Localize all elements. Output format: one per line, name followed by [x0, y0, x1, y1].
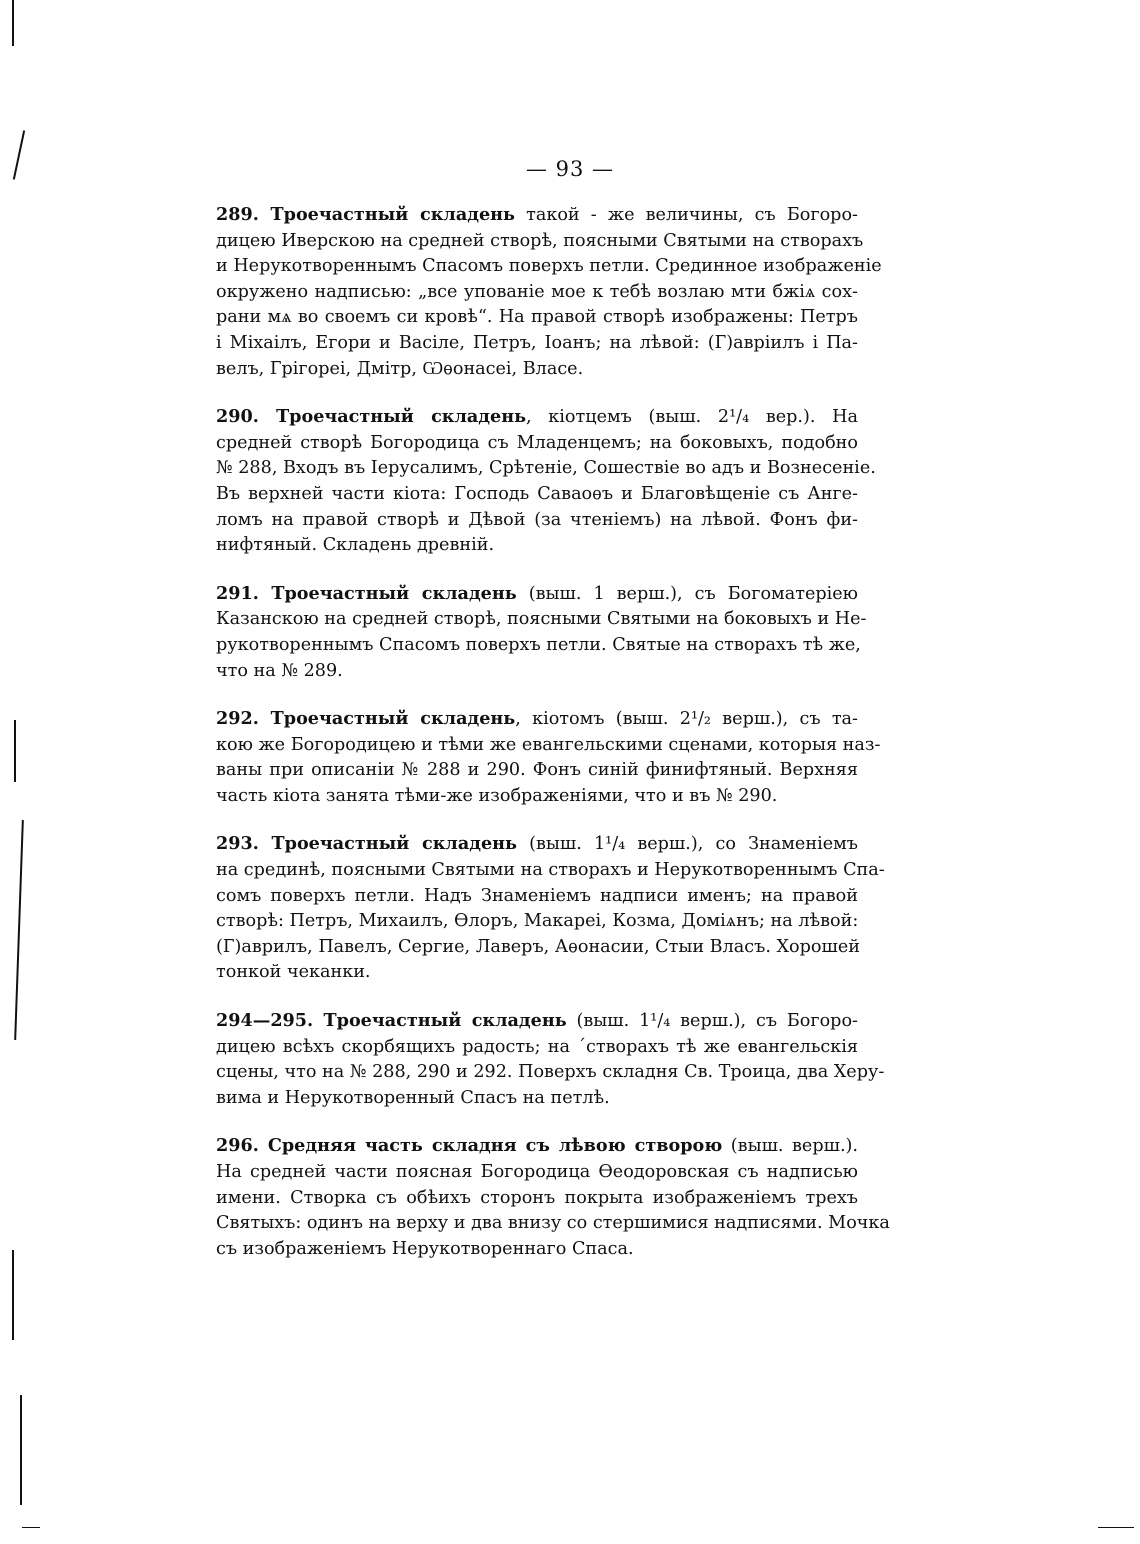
- entry-line: нифтяный. Складень древній.: [216, 535, 495, 556]
- entry-line: рани мѧ во своемъ си кровѣ“. На правой створѣ изображены: Петръ: [216, 307, 858, 328]
- catalog-entry: [216, 404, 876, 559]
- scan-edge-mark: [14, 720, 16, 782]
- entry-line: на срединѣ, поясными Святыми на створахъ и Нерукотвореннымъ Спа-: [216, 860, 885, 881]
- scan-edge-mark: [12, 1250, 14, 1340]
- entry-number: 292: [216, 708, 253, 730]
- entry-line: (Г)аврилъ, Павелъ, Сергие, Лаверъ, Аѳонасии, Стыи Власъ. Хорошей: [216, 936, 860, 957]
- scan-edge-mark: [14, 820, 24, 1040]
- entry-first-line: 290. Троечастный складень, кіотцемъ (выш. 2¹/₄ вер.). На: [216, 406, 858, 428]
- entry-title: Средняя часть складня съ лѣвою створою: [267, 1135, 723, 1157]
- entry-line: имени. Створка съ обѣихъ сторонъ покрыта изображеніемъ трехъ: [216, 1187, 858, 1208]
- entry-number: 296: [216, 1135, 253, 1157]
- scan-edge-mark: [12, 0, 14, 46]
- entry-line: сцены, что на № 288, 290 и 292. Поверхъ складня Св. Троица, два Херу-: [216, 1062, 885, 1083]
- entry-first-line: 289. Троечастный складень такой - же величины, съ Богоро-: [216, 204, 858, 225]
- catalog-entry: [216, 202, 882, 382]
- entry-text: (выш. 1¹/₄ верш.), съ Богоро-: [566, 1011, 858, 1032]
- entry-line: и Нерукотвореннымъ Спасомъ поверхъ петли. Срединное изображеніе: [216, 256, 882, 277]
- entry-line: средней створѣ Богородица съ Младенцемъ; на боковыхъ, подобно: [216, 432, 858, 453]
- entry-line: тонкой чеканки.: [216, 962, 371, 983]
- entry-text: (выш. 1 верш.), съ Богоматеріею: [516, 583, 858, 604]
- entry-line: ломъ на правой створѣ и Дѣвой (за чтеніемъ) на лѣвой. Фонъ фи-: [216, 509, 858, 530]
- entry-line: рукотвореннымъ Спасомъ поверхъ петли. Святые на створахъ тѣ же,: [216, 634, 861, 655]
- entry-title: Троечастный складень: [323, 1010, 567, 1032]
- entry-title: Троечастный складень: [276, 406, 527, 428]
- entry-first-line: 291. Троечастный складень (выш. 1 верш.), съ Богоматеріею: [216, 582, 858, 604]
- entry-line: окружено надписью: „все упованіе мое к тебѣ возлаю мти бжіѧ сох-: [216, 281, 858, 302]
- entry-text: (выш. 1¹/₄ верш.), со Знаменіемъ: [516, 834, 858, 855]
- entry-line: і Міхаілъ, Егори и Васіле, Петръ, Іоанъ; на лѣвой: (Г)авріилъ і Па-: [216, 332, 858, 353]
- entry-line: что на № 289.: [216, 660, 343, 681]
- scan-edge-mark: [1098, 1527, 1134, 1528]
- scan-edge-mark: [20, 1395, 22, 1505]
- entry-line: велъ, Грігорeі, Дмітр, Ѡѳонасеі, Власе.: [216, 358, 584, 379]
- entry-text: такой - же величины, съ Богоро-: [514, 205, 858, 225]
- entry-line: съ изображеніемъ Нерукотвореннаго Спаса.: [216, 1238, 634, 1259]
- entry-title: Троечастный складень: [271, 582, 517, 604]
- entry-first-line: 294—295. Троечастный складень (выш. 1¹/₄ верш.), съ Богоро-: [216, 1010, 858, 1032]
- entry-number: 289: [216, 204, 253, 225]
- entry-first-line: 292. Троечастный складень, кіотомъ (выш. 2¹/₂ верш.), съ та-: [216, 708, 858, 730]
- catalog-entry: [216, 581, 867, 684]
- entry-line: кою же Богородицею и тѣми же евангельскими сценами, которыя наз-: [216, 734, 881, 755]
- entry-line: створѣ: Петръ, Михаилъ, Ѳлоръ, Макареі, Козма, Доміѧнъ; на лѣвой:: [216, 911, 859, 932]
- catalog-entry: [216, 1133, 890, 1262]
- entry-first-line: 293. Троечастный складень (выш. 1¹/₄ верш.), со Знаменіемъ: [216, 833, 858, 855]
- entry-line: На средней части поясная Богородица Ѳеодоровская съ надписью: [216, 1162, 858, 1182]
- entry-line: дицею всѣхъ скорбящихъ радость; на ´створахъ тѣ же евангельскія: [216, 1036, 858, 1057]
- catalog-entry: [216, 831, 885, 986]
- entry-line: Святыхъ: одинъ на верху и два внизу со стершимися надписями. Мочка: [216, 1213, 890, 1234]
- entry-text: , кіотцемъ (выш. 2¹/₄ вер.). На: [526, 407, 858, 428]
- page-number: — 93 —: [525, 157, 615, 181]
- entry-line: вима и Нерукотворенный Спасъ на петлѣ.: [216, 1087, 610, 1108]
- entry-line: часть кіота занята тѣми-же изображеніями, что и въ № 290.: [216, 785, 778, 806]
- entry-title: Троечастный складень: [270, 204, 515, 225]
- entry-number: 291: [216, 582, 253, 604]
- entry-title: Троечастный складень: [270, 708, 516, 730]
- entry-line: сомъ поверхъ петли. Надъ Знаменіемъ надписи именъ; на правой: [216, 885, 858, 906]
- entry-text: , кіотомъ (выш. 2¹/₂ верш.), съ та-: [515, 709, 858, 730]
- entry-line: дицею Иверскою на средней створѣ, поясными Святыми на створахъ: [216, 230, 864, 251]
- entry-line: Казанскою на средней створѣ, поясными Святыми на боковыхъ и Не-: [216, 609, 867, 630]
- entry-line: № 288, Входъ въ Іерусалимъ, Срѣтеніе, Сошествіе во адъ и Вознесеніе.: [216, 458, 876, 479]
- entry-line: ваны при описаніи № 288 и 290. Фонъ синій финифтяный. Верхняя: [216, 760, 858, 781]
- entry-number: 293: [216, 833, 253, 855]
- catalog-entry: [216, 1008, 885, 1111]
- page-content: [216, 202, 890, 1284]
- entry-number: 294—295: [216, 1010, 308, 1032]
- entry-title: Троечастный складень: [271, 833, 517, 855]
- scan-edge-mark: [22, 1527, 40, 1528]
- entry-first-line: 296. Средняя часть складня съ лѣвою створою (выш. верш.).: [216, 1135, 858, 1157]
- entry-number: 290: [216, 406, 253, 428]
- entry-text: (выш. верш.).: [722, 1136, 858, 1157]
- catalog-entry: [216, 706, 881, 809]
- entry-line: Въ верхней части кіота: Господь Саваоѳъ и Благовѣщеніе съ Анге-: [216, 483, 858, 504]
